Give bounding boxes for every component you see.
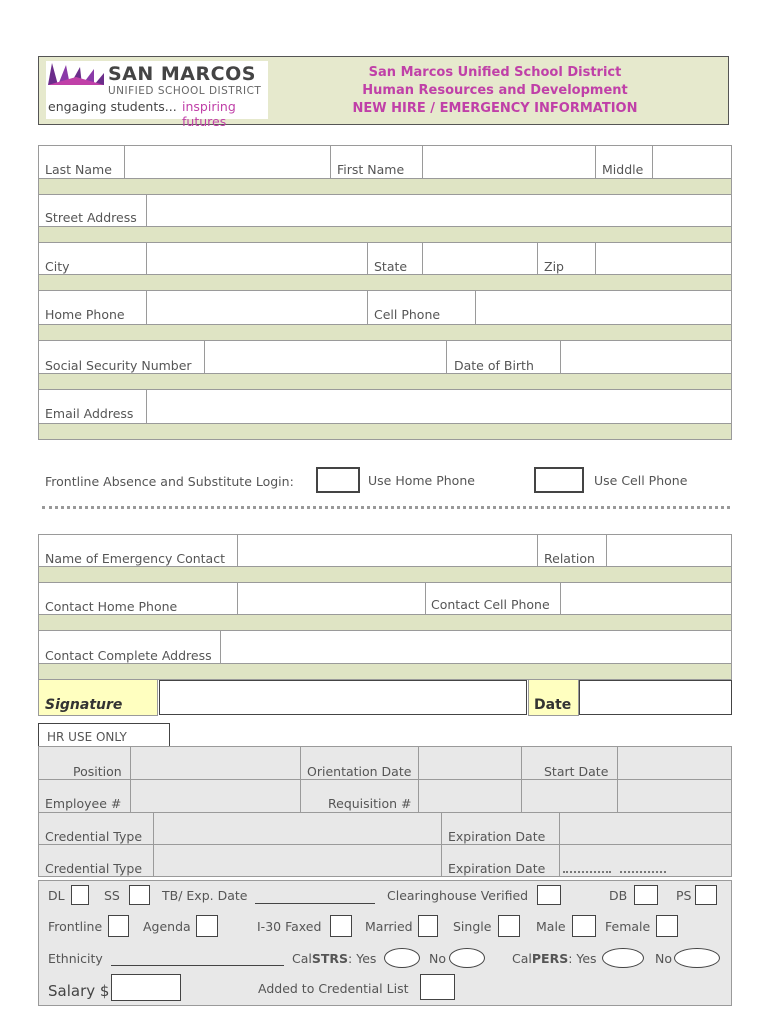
relation-label: Relation <box>544 551 595 566</box>
use-home-phone-checkbox[interactable] <box>316 467 360 493</box>
state-label: State <box>374 259 408 274</box>
dotted-mark <box>620 871 666 873</box>
calpers-label <box>512 951 597 966</box>
middle-field[interactable] <box>652 145 732 179</box>
female-label: Female <box>605 919 651 934</box>
calpers-yes: : Yes <box>568 951 597 966</box>
i30-checkbox[interactable] <box>330 915 352 937</box>
date-label: Date <box>534 697 572 713</box>
contact-home-phone-label: Contact Home Phone <box>45 599 178 614</box>
email-label: Email Address <box>45 406 134 421</box>
dotted-divider <box>42 506 730 509</box>
start-date-label: Start Date <box>544 764 609 779</box>
dob-field[interactable] <box>560 340 732 374</box>
city-field[interactable] <box>146 242 368 275</box>
female-checkbox[interactable] <box>656 915 678 937</box>
zip-field[interactable] <box>595 242 732 275</box>
ps-label: PS <box>676 888 692 903</box>
male-label: Male <box>536 919 566 934</box>
salary-field[interactable] <box>111 974 181 1001</box>
band <box>38 178 732 195</box>
requisition-extra-field-2[interactable] <box>617 779 732 813</box>
middle-label: Middle <box>602 162 644 177</box>
married-label: Married <box>365 919 413 934</box>
tb-label: TB/ Exp. Date <box>162 888 248 903</box>
use-cell-phone-label: Use Cell Phone <box>594 473 688 488</box>
dl-label: DL <box>48 888 65 903</box>
logo-name: SAN MARCOS <box>108 63 256 85</box>
dotted-mark <box>563 871 611 873</box>
agenda-label: Agenda <box>143 919 191 934</box>
logo-sub: UNIFIED SCHOOL DISTRICT <box>108 85 262 97</box>
calstrs-label <box>292 951 376 966</box>
logo-tagline-b: inspiring futures <box>182 99 236 129</box>
use-home-phone-label: Use Home Phone <box>368 473 475 488</box>
male-checkbox[interactable] <box>572 915 596 937</box>
signature-label: Signature <box>45 697 123 713</box>
married-checkbox[interactable] <box>418 915 438 937</box>
clearinghouse-label: Clearinghouse Verified <box>387 888 529 903</box>
ssn-field[interactable] <box>204 340 447 374</box>
frontline-label: Frontline Absence and Substitute Login: <box>45 474 294 489</box>
city-label: City <box>45 259 70 274</box>
home-phone-field[interactable] <box>146 290 368 325</box>
agenda-checkbox[interactable] <box>196 915 218 937</box>
cell-phone-field[interactable] <box>475 290 732 325</box>
header-line-3: NEW HIRE / EMERGENCY INFORMATION <box>352 101 638 116</box>
db-checkbox[interactable] <box>634 885 658 905</box>
email-field[interactable] <box>146 389 732 424</box>
logo-tagline-a: engaging students... <box>48 99 177 114</box>
dob-label: Date of Birth <box>454 358 534 373</box>
start-date-field[interactable] <box>617 746 732 780</box>
expiration-1-field[interactable] <box>559 812 732 845</box>
district-logo <box>46 61 268 129</box>
credential-type-1-label: Credential Type <box>45 829 143 844</box>
contact-cell-phone-field[interactable] <box>560 582 732 615</box>
ethnicity-line[interactable] <box>111 965 284 966</box>
band <box>38 423 732 440</box>
ps-checkbox[interactable] <box>695 885 717 905</box>
db-label: DB <box>609 888 628 903</box>
contact-address-label: Contact Complete Address <box>45 648 212 663</box>
calpers-pers: PERS <box>531 951 569 966</box>
orientation-label: Orientation Date <box>307 764 412 779</box>
last-name-label: Last Name <box>45 162 112 177</box>
ssn-label: Social Security Number <box>45 358 192 373</box>
band <box>38 373 732 390</box>
first-name-field[interactable] <box>422 145 596 179</box>
ethnicity-label: Ethnicity <box>48 951 103 966</box>
position-field[interactable] <box>130 746 301 780</box>
calpers-yes-radio[interactable] <box>602 948 644 968</box>
street-label: Street Address <box>45 210 137 225</box>
requisition-extra-field[interactable] <box>521 779 618 813</box>
calstrs-yes-radio[interactable] <box>384 948 420 968</box>
single-checkbox[interactable] <box>498 915 520 937</box>
contact-address-field[interactable] <box>220 630 732 664</box>
cell-phone-label: Cell Phone <box>374 307 441 322</box>
tb-exp-date-line[interactable] <box>255 903 375 904</box>
credential-type-1-field[interactable] <box>153 812 442 845</box>
employee-no-label: Employee # <box>45 796 122 811</box>
band <box>38 324 732 341</box>
contact-cell-phone-label: Contact Cell Phone <box>431 597 550 612</box>
street-field[interactable] <box>146 194 732 227</box>
credential-type-2-label: Credential Type <box>45 861 143 876</box>
emergency-name-label: Name of Emergency Contact <box>45 551 225 566</box>
calpers-no-radio[interactable] <box>674 948 720 968</box>
band <box>38 566 732 583</box>
zip-label: Zip <box>544 259 564 274</box>
i30-label: I-30 Faxed <box>257 919 322 934</box>
position-label: Position <box>73 764 122 779</box>
calstrs-no-label: No <box>429 951 446 966</box>
band <box>38 663 732 680</box>
calstrs-cal: Cal <box>292 951 312 966</box>
credential-list-label: Added to Credential List <box>258 981 409 996</box>
expiration-2-label: Expiration Date <box>448 861 546 876</box>
state-field[interactable] <box>422 242 538 275</box>
dl-checkbox[interactable] <box>71 885 89 905</box>
ss-label: SS <box>104 888 120 903</box>
use-cell-phone-checkbox[interactable] <box>534 467 584 493</box>
single-label: Single <box>453 919 492 934</box>
date-field[interactable] <box>579 680 732 715</box>
contact-home-phone-field[interactable] <box>237 582 426 615</box>
calpers-cal: Cal <box>512 951 532 966</box>
salary-label: Salary $ <box>48 982 110 1000</box>
last-name-field[interactable] <box>124 145 331 179</box>
credential-type-2-field[interactable] <box>153 844 442 877</box>
sunburst-icon <box>48 63 104 85</box>
expiration-1-label: Expiration Date <box>448 829 546 844</box>
header-line-2: Human Resources and Development <box>362 83 628 98</box>
calstrs-yes: : Yes <box>348 951 377 966</box>
calstrs-strs: STRS <box>311 951 349 966</box>
header-line-1: San Marcos Unified School District <box>368 65 622 80</box>
requisition-field[interactable] <box>418 779 522 813</box>
first-name-label: First Name <box>337 162 405 177</box>
band <box>38 614 732 631</box>
orientation-field[interactable] <box>418 746 522 780</box>
ss-checkbox[interactable] <box>129 885 150 905</box>
frontline-check-label: Frontline <box>48 919 103 934</box>
home-phone-label: Home Phone <box>45 307 125 322</box>
calpers-no-label: No <box>655 951 672 966</box>
calstrs-no-radio[interactable] <box>449 948 485 968</box>
relation-field[interactable] <box>606 534 732 567</box>
clearinghouse-checkbox[interactable] <box>537 885 561 905</box>
signature-field[interactable] <box>159 680 527 715</box>
hr-use-only-label: HR USE ONLY <box>47 730 127 744</box>
credential-list-checkbox[interactable] <box>420 974 455 1000</box>
band <box>38 274 732 291</box>
employee-no-field[interactable] <box>130 779 301 813</box>
requisition-label: Requisition # <box>328 796 412 811</box>
frontline-checkbox[interactable] <box>108 915 129 937</box>
emergency-name-field[interactable] <box>237 534 538 567</box>
band <box>38 226 732 243</box>
